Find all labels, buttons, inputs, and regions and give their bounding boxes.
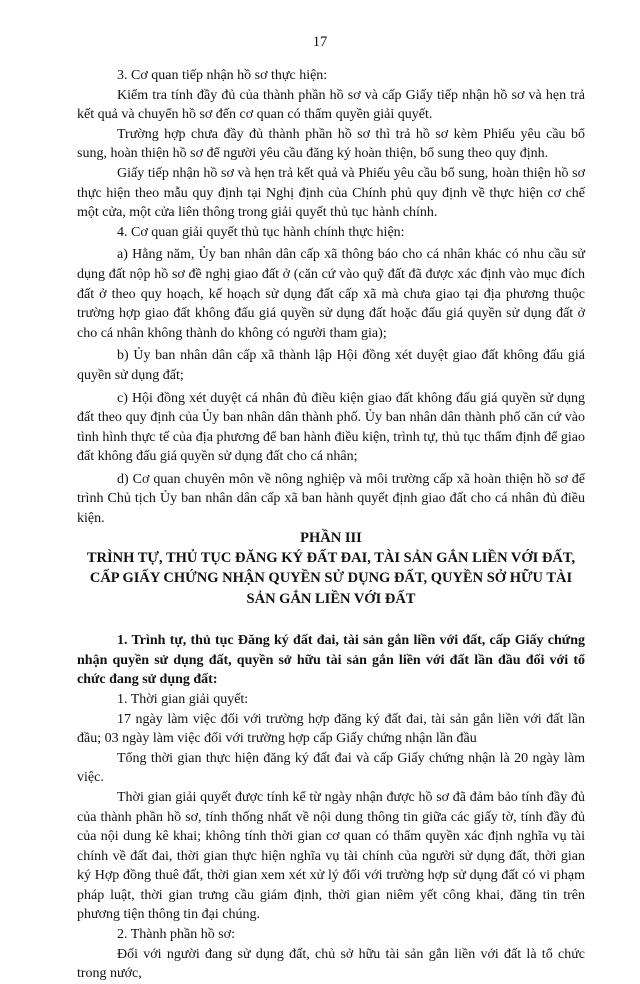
- paragraph: 17 ngày làm việc đối với trường hợp đăng ký đất đai, tài sản gắn liền với đất lần đầu; 03 ngày làm việc đối với trường hợp cấp Giấy chứng nhận lần đầu: [77, 711, 585, 747]
- page-number: 17: [312, 34, 328, 50]
- paragraph: 1. Thời gian giải quyết:: [117, 691, 249, 707]
- paragraph: Trường hợp chưa đầy đủ thành phần hồ sơ thì trả hồ sơ kèm Phiếu yêu cầu bổ sung, hoàn thiện hồ sơ để người yêu cầu đăng ký hoàn thiện, bổ sung theo quy định.: [77, 126, 585, 162]
- section-heading: PHẦN III: [300, 529, 362, 546]
- paragraph: 2. Thành phần hồ sơ:: [117, 927, 235, 943]
- list-item-d: d) Cơ quan chuyên môn về nông nghiệp và môi trường cấp xã hoàn thiện hồ sơ để trình Chủ tịch Ủy ban nhân dân cấp xã ban hành quyết định giao đất cho cá nhân đủ điều kiện.: [77, 471, 585, 527]
- paragraph: Đối với người đang sử dụng đất, chủ sở hữu tài sản gắn liền với đất là tổ chức trong nước,: [77, 946, 585, 982]
- page-body: [77, 66, 585, 984]
- list-item-c: c) Hội đồng xét duyệt cá nhân đủ điều kiện giao đất không đấu giá quyền sử dụng đất theo quy định của Ủy ban nhân dân thành phố. Ủy ban nhân dân thành phố căn cứ vào tình hình thực tế của địa phương để ban hành điều kiện, trình tự, thủ tục thẩm định để giao đất không đấu giá quyền sử dụng đất cho cá nhân;: [77, 390, 585, 465]
- list-item-a: a) Hằng năm, Ủy ban nhân dân cấp xã thông báo cho cá nhân khác có nhu cầu sử dụng đất nộp hồ sơ đề nghị giao đất ở (căn cứ vào quỹ đất đã được xác định vào mục đích đất ở theo quy hoạch, kế hoạch sử dụng đất cấp xã mà chưa giao tại địa phương thuộc trường hợp giao đất không đấu giá quyền sử dụng đất hoặc đấu giá quyền sử dụng đất ở cho cá nhân không thành do không có người tham gia);: [77, 247, 585, 341]
- paragraph: Kiểm tra tính đầy đủ của thành phần hồ sơ và cấp Giấy tiếp nhận hồ sơ và hẹn trả kết quả và chuyển hồ sơ đến cơ quan có thẩm quyền giải quyết.: [77, 87, 585, 123]
- paragraph: Giấy tiếp nhận hồ sơ và hẹn trả kết quả và Phiếu yêu cầu bổ sung, hoàn thiện hồ sơ thực hiện theo mẫu quy định tại Nghị định của Chính phủ quy định về thực hiện cơ chế một cửa, một cửa liên thông trong giải quyết thủ tục hành chính.: [77, 165, 585, 221]
- section-title: TRÌNH TỰ, THỦ TỤC ĐĂNG KÝ ĐẤT ĐAI, TÀI SẢN GẮN LIỀN VỚI ĐẤT, CẤP GIẤY CHỨNG NHẬN QUYỀN SỬ DỤNG ĐẤT, QUYỀN SỞ HỮU TÀI SẢN GẮN LIỀN VỚI ĐẤT: [86, 549, 576, 607]
- item-title: 1. Trình tự, thủ tục Đăng ký đất đai, tài sản gắn liền với đất, cấp Giấy chứng nhận quyền sử dụng đất, quyền sở hữu tài sản gắn liền với đất lần đầu đối với tổ chức đang sử dụng đất:: [77, 633, 585, 688]
- paragraph: 3. Cơ quan tiếp nhận hồ sơ thực hiện:: [117, 68, 328, 83]
- paragraph: Thời gian giải quyết được tính kể từ ngày nhận được hồ sơ đã đảm bảo tính đầy đủ của thành phần hồ sơ, tính thống nhất về nội dung thông tin giữa các giấy tờ, tính đầy đủ của nội dung kê khai; không tính thời gian cơ quan có thẩm quyền xác định nghĩa vụ tài chính về đất đai, thời gian thực hiện nghĩa vụ tài chính của người sử dụng đất, thời gian ký Hợp đồng thuê đất, thời gian xem xét xử lý đối với trường hợp sử dụng đất có vi phạm pháp luật, thời gian trưng cầu giám định, thời gian niêm yết công khai, đăng tin trên phương tiện thông tin đại chúng.: [77, 789, 585, 923]
- list-item-b: b) Ủy ban nhân dân cấp xã thành lập Hội đồng xét duyệt giao đất không đấu giá quyền sử dụng đất;: [77, 348, 585, 383]
- paragraph: Tổng thời gian thực hiện đăng ký đất đai và cấp Giấy chứng nhận là 20 ngày làm việc.: [77, 750, 585, 786]
- paragraph: 4. Cơ quan giải quyết thủ tục hành chính thực hiện:: [117, 224, 405, 240]
